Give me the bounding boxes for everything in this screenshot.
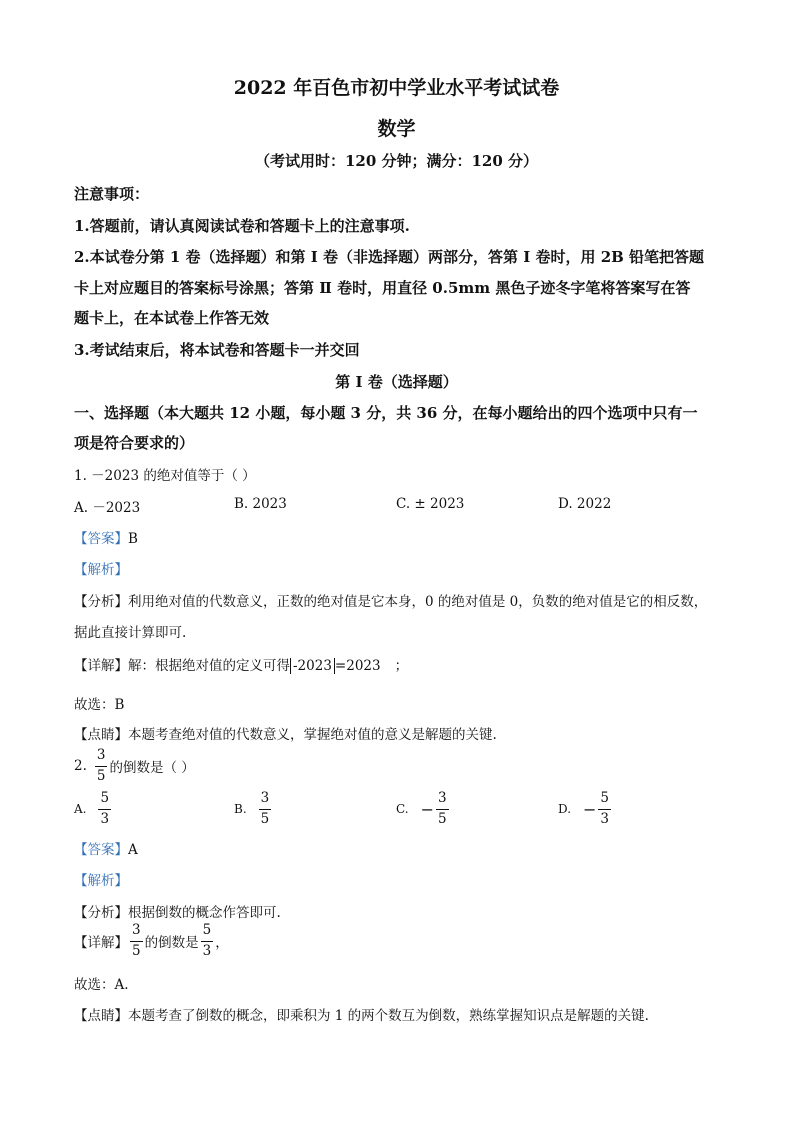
q1-option-d: D. 2022 bbox=[558, 496, 612, 512]
notes-item-2-line-2: 卡上对应题目的答案标号涂黑；答第 Ⅱ 卷时，用直径 0.5mm 黑色子迹冬字笔将答案写在答 bbox=[74, 279, 691, 297]
dianjing-tag: 【点睛】 bbox=[74, 727, 128, 743]
option-sign: − bbox=[420, 799, 434, 819]
detail-end: ； bbox=[394, 658, 409, 674]
q1-dianjing bbox=[74, 723, 497, 743]
dianjing-tag: 【点睛】 bbox=[74, 1008, 128, 1024]
fraction-numerator: 5 bbox=[598, 792, 611, 810]
option-fraction bbox=[259, 792, 272, 826]
dianjing-text: 本题考查绝对值的代数意义，掌握绝对值的意义是解题的关键. bbox=[128, 727, 497, 743]
q1-stem: 1. －2023 的绝对值等于（ ） bbox=[74, 468, 256, 484]
volume-title: 第 I 卷（选择题） bbox=[335, 373, 458, 391]
exam-title: 2022 年百色市初中学业水平考试试卷 bbox=[233, 77, 560, 99]
notes-item-2-line-1: 2.本试卷分第 1 卷（选择题）和第 I 卷（非选择题）两部分，答第 I 卷时，用 2B 铅笔把答题 bbox=[74, 248, 705, 266]
notes-item-1: 1.答题前，请认真阅读试卷和答题卡上的注意事项. bbox=[74, 217, 410, 235]
fraction-numerator: 5 bbox=[201, 924, 214, 942]
fenxi-text: 利用绝对值的代数意义，正数的绝对值是它本身，0 的绝对值是 0，负数的绝对值是它的相反数， bbox=[128, 594, 708, 610]
fraction-numerator: 3 bbox=[436, 792, 449, 810]
q2-fenxi bbox=[74, 901, 281, 921]
detail-tag: 【详解】 bbox=[74, 935, 128, 951]
detail-mid: 的倒数是 bbox=[144, 935, 199, 951]
fraction-denominator: 3 bbox=[100, 810, 110, 827]
q2-option-a bbox=[74, 792, 113, 826]
answer-tag: 【答案】 bbox=[74, 531, 128, 547]
q2-dianjing bbox=[74, 1004, 649, 1024]
q2-detail bbox=[74, 924, 229, 958]
option-label: A. bbox=[74, 802, 87, 816]
fraction-denominator: 5 bbox=[132, 942, 141, 959]
option-label: D. bbox=[558, 802, 572, 816]
q1-analysis-tag: 【解析】 bbox=[74, 562, 128, 578]
q2-answer bbox=[74, 838, 138, 858]
q2-stem bbox=[74, 749, 195, 783]
detail-fraction-1 bbox=[130, 924, 143, 958]
fraction-numerator: 5 bbox=[98, 792, 111, 810]
q2-stem-tail: 的倒数是（ ） bbox=[109, 760, 195, 776]
q1-detail bbox=[74, 654, 408, 674]
q1-fenxi-line-2: 据此直接计算即可. bbox=[74, 625, 187, 641]
notes-heading: 注意事项： bbox=[74, 185, 150, 203]
fraction-numerator: 3 bbox=[130, 924, 143, 942]
q2-analysis-tag: 【解析】 bbox=[74, 873, 128, 889]
q1-choice: 故选：B bbox=[74, 697, 125, 713]
answer-value: A bbox=[128, 842, 138, 858]
detail-fraction-2 bbox=[201, 924, 214, 958]
q1-option-c: C. ± 2023 bbox=[396, 496, 465, 512]
fenxi-text: 根据倒数的概念作答即可. bbox=[128, 905, 281, 921]
part-heading-line-2: 项是符合要求的） bbox=[74, 434, 195, 452]
fenxi-tag: 【分析】 bbox=[74, 905, 128, 921]
fraction-denominator: 5 bbox=[260, 810, 270, 827]
option-label: B. bbox=[234, 802, 247, 816]
q1-fenxi-line-1 bbox=[74, 590, 707, 610]
detail-tag: 【详解】 bbox=[74, 658, 128, 674]
detail-result: =2023 bbox=[334, 658, 381, 674]
fenxi-tag: 【分析】 bbox=[74, 594, 128, 610]
option-fraction bbox=[436, 792, 449, 826]
q2-option-c bbox=[396, 792, 451, 826]
option-fraction bbox=[98, 792, 111, 826]
fraction-numerator: 3 bbox=[259, 792, 272, 810]
q2-number: 2. bbox=[74, 758, 87, 774]
absolute-value-expression: -2023 bbox=[290, 658, 335, 674]
option-fraction bbox=[598, 792, 611, 826]
subject-title: 数学 bbox=[377, 118, 416, 140]
exam-info: （考试用时：120 分钟；满分：120 分） bbox=[254, 152, 539, 170]
notes-item-2-line-3: 题卡上，在本试卷上作答无效 bbox=[74, 309, 270, 327]
q1-answer bbox=[74, 527, 138, 547]
q2-stem-fraction bbox=[95, 749, 108, 783]
q1-option-a: A. －2023 bbox=[74, 500, 141, 516]
q1-option-b: B. 2023 bbox=[234, 496, 287, 512]
fraction-denominator: 5 bbox=[96, 767, 106, 784]
option-sign: − bbox=[583, 799, 597, 819]
detail-text: 解：根据绝对值的定义可得 bbox=[128, 658, 290, 674]
fraction-numerator: 3 bbox=[95, 749, 108, 767]
notes-item-3: 3.考试结束后，将本试卷和答题卡一并交回 bbox=[74, 341, 360, 359]
answer-value: B bbox=[128, 531, 138, 547]
fraction-denominator: 3 bbox=[202, 942, 212, 959]
q2-choice: 故选：A. bbox=[74, 977, 129, 993]
q2-option-b bbox=[234, 792, 273, 826]
answer-tag: 【答案】 bbox=[74, 842, 128, 858]
option-label: C. bbox=[396, 802, 409, 816]
part-heading-line-1: 一、选择题（本大题共 12 小题，每小题 3 分，共 36 分，在每小题给出的四个选项中只有一 bbox=[74, 404, 698, 422]
dianjing-text: 本题考查了倒数的概念，即乘积为 1 的两个数互为倒数，熟练掌握知识点是解题的关键. bbox=[128, 1008, 649, 1024]
fraction-denominator: 5 bbox=[437, 810, 447, 827]
q2-option-d bbox=[558, 792, 613, 826]
fraction-denominator: 3 bbox=[600, 810, 610, 827]
detail-end: ， bbox=[215, 935, 229, 951]
